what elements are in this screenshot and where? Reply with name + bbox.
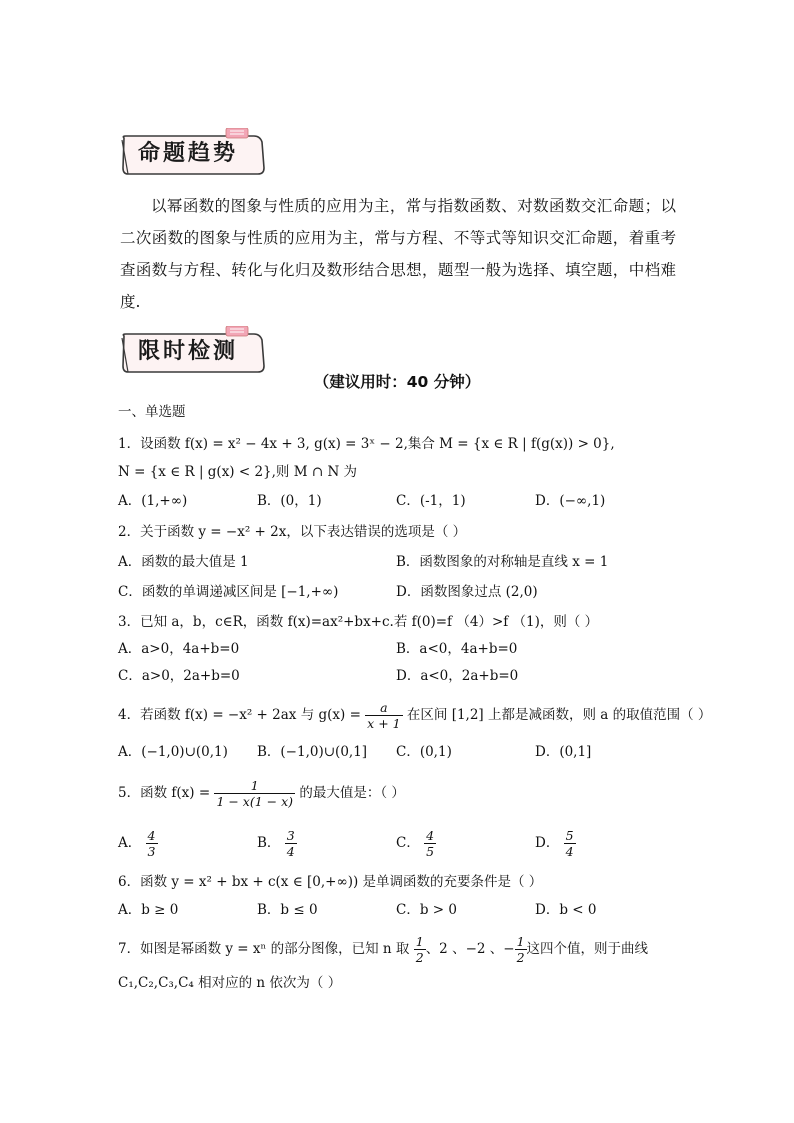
q5-option-b-fraction: [285, 828, 297, 859]
q6-option-c: C．b > 0: [396, 902, 457, 918]
q3-option-d: D．a<0，2a+b=0: [396, 668, 519, 684]
q7-text-mid: 、2 、−2 、−: [425, 941, 515, 957]
q4-text-pre: 4．若函数 f(x) = −x² + 2ax 与 g(x) =: [118, 707, 361, 723]
q7-half-num-2: 1: [516, 934, 525, 949]
q1-option-d: D．(−∞,1): [535, 493, 606, 509]
q5-option-a-label: A．: [118, 835, 142, 851]
test-banner-title: 限时检测: [138, 338, 239, 364]
q5-fraction-num: 1: [250, 778, 259, 793]
q5-option-c-fraction: [424, 828, 436, 859]
q7-half-den-2: 2: [516, 950, 525, 965]
trend-banner-title: 命题趋势: [138, 140, 239, 166]
q4-option-b: B．(−1,0)∪(0,1]: [257, 744, 368, 760]
q3-option-a: A．a>0，4a+b=0: [118, 641, 240, 657]
q2-option-b: B．函数图象的对称轴是直线 x = 1: [396, 554, 609, 570]
q5-option-a: [118, 828, 158, 859]
q4-text-post: 在区间 [1,2] 上都是减函数，则 a 的取值范围（ ）: [406, 707, 712, 723]
q1-line2: N = {x ∈ R | g(x) < 2},则 M ∩ N 为: [118, 464, 358, 480]
q4-text: [118, 700, 711, 731]
trend-banner: [118, 128, 266, 178]
q5-text-post: 的最大值是：（ ）: [299, 785, 405, 801]
q4-option-a: A．(−1,0)∪(0,1): [118, 744, 228, 760]
q4-option-d: D．(0,1]: [535, 744, 592, 760]
q7-half-num-1: 1: [415, 934, 424, 949]
q5-option-c: [396, 828, 436, 859]
q4-option-c: C．(0,1): [396, 744, 452, 760]
q5-option-b-num: 3: [286, 828, 295, 843]
q7-text: [118, 934, 648, 965]
q4-fraction-den: x + 1: [367, 716, 401, 731]
q5-option-d-num: 5: [565, 828, 574, 843]
q5-option-d-label: D．: [535, 835, 560, 851]
q2-text: 2．关于函数 y = −x² + 2x，以下表达错误的选项是（ ）: [118, 524, 467, 540]
q5-option-a-fraction: [146, 828, 158, 859]
q5-option-b: [257, 828, 297, 859]
q5-option-c-den: 5: [426, 844, 435, 859]
q3-option-b: B．a<0，4a+b=0: [396, 641, 518, 657]
q1-option-c: C．(-1，1): [396, 493, 466, 509]
q7-line2: C₁,C₂,C₃,C₄ 相对应的 n 依次为（ ）: [118, 975, 342, 991]
q5-option-b-den: 4: [286, 844, 295, 859]
q5-option-b-label: B．: [257, 835, 281, 851]
q4-fraction-num: a: [380, 700, 388, 715]
q5-option-d: [535, 828, 576, 859]
q5-option-a-den: 3: [147, 844, 156, 859]
q3-text: 3．已知 a，b，c∈R，函数 f(x)=ax²+bx+c.若 f(0)=f （4）>f （1)，则（ ）: [118, 614, 599, 630]
q5-option-d-den: 4: [565, 844, 574, 859]
q7-half-fraction-2: [515, 934, 527, 965]
q7-half-fraction-1: [414, 934, 426, 965]
section-heading: 一、单选题: [118, 404, 186, 420]
q5-option-a-num: 4: [147, 828, 156, 843]
q5-fraction: [214, 778, 295, 809]
q4-fraction: [365, 700, 402, 731]
q6-text: 6．函数 y = x² + bx + c(x ∈ [0,+∞)) 是单调函数的充要条件是（ ）: [118, 874, 543, 890]
intro-paragraph: 以幂函数的图象与性质的应用为主，常与指数函数、对数函数交汇命题；以二次函数的图象与性质的应用为主，常与方程、不等式等知识交汇命题，着重考查函数与方程、转化与化归及数形结合思想，题型一般为选择、填空题，中档难度.: [120, 197, 676, 311]
q2-option-d: D．函数图象过点 (2,0): [396, 584, 538, 600]
q2-option-a: A．函数的最大值是 1: [118, 554, 249, 570]
q1-option-b: B．(0，1): [257, 493, 322, 509]
q6-option-d: D．b < 0: [535, 902, 597, 918]
suggested-time: （建议用时：40 分钟）: [313, 373, 481, 391]
q7-text-pre: 7．如图是幂函数 y = xⁿ 的部分图像，已知 n 取: [118, 941, 410, 957]
q7-text-post: 这四个值，则于曲线: [526, 941, 649, 957]
q5-option-c-label: C．: [396, 835, 420, 851]
q3-option-c: C．a>0，2a+b=0: [118, 668, 240, 684]
q6-option-a: A．b ≥ 0: [118, 902, 179, 918]
q1-option-a: A．(1,+∞): [118, 493, 188, 509]
test-banner: [118, 326, 266, 376]
q5-fraction-den: 1 − x(1 − x): [216, 794, 294, 809]
q6-option-b: B．b ≤ 0: [257, 902, 318, 918]
q1-line1: 1．设函数 f(x) = x² − 4x + 3, g(x) = 3ˣ − 2,集合 M = {x ∈ R | f(g(x)) > 0},: [118, 436, 615, 452]
q2-option-c: C．函数的单调递减区间是 [−1,+∞): [118, 584, 339, 600]
q5-text-pre: 5．函数 f(x) =: [118, 785, 211, 801]
q5-option-d-fraction: [564, 828, 576, 859]
q7-half-den-1: 2: [415, 950, 424, 965]
q5-text: [118, 778, 405, 809]
q5-option-c-num: 4: [426, 828, 435, 843]
